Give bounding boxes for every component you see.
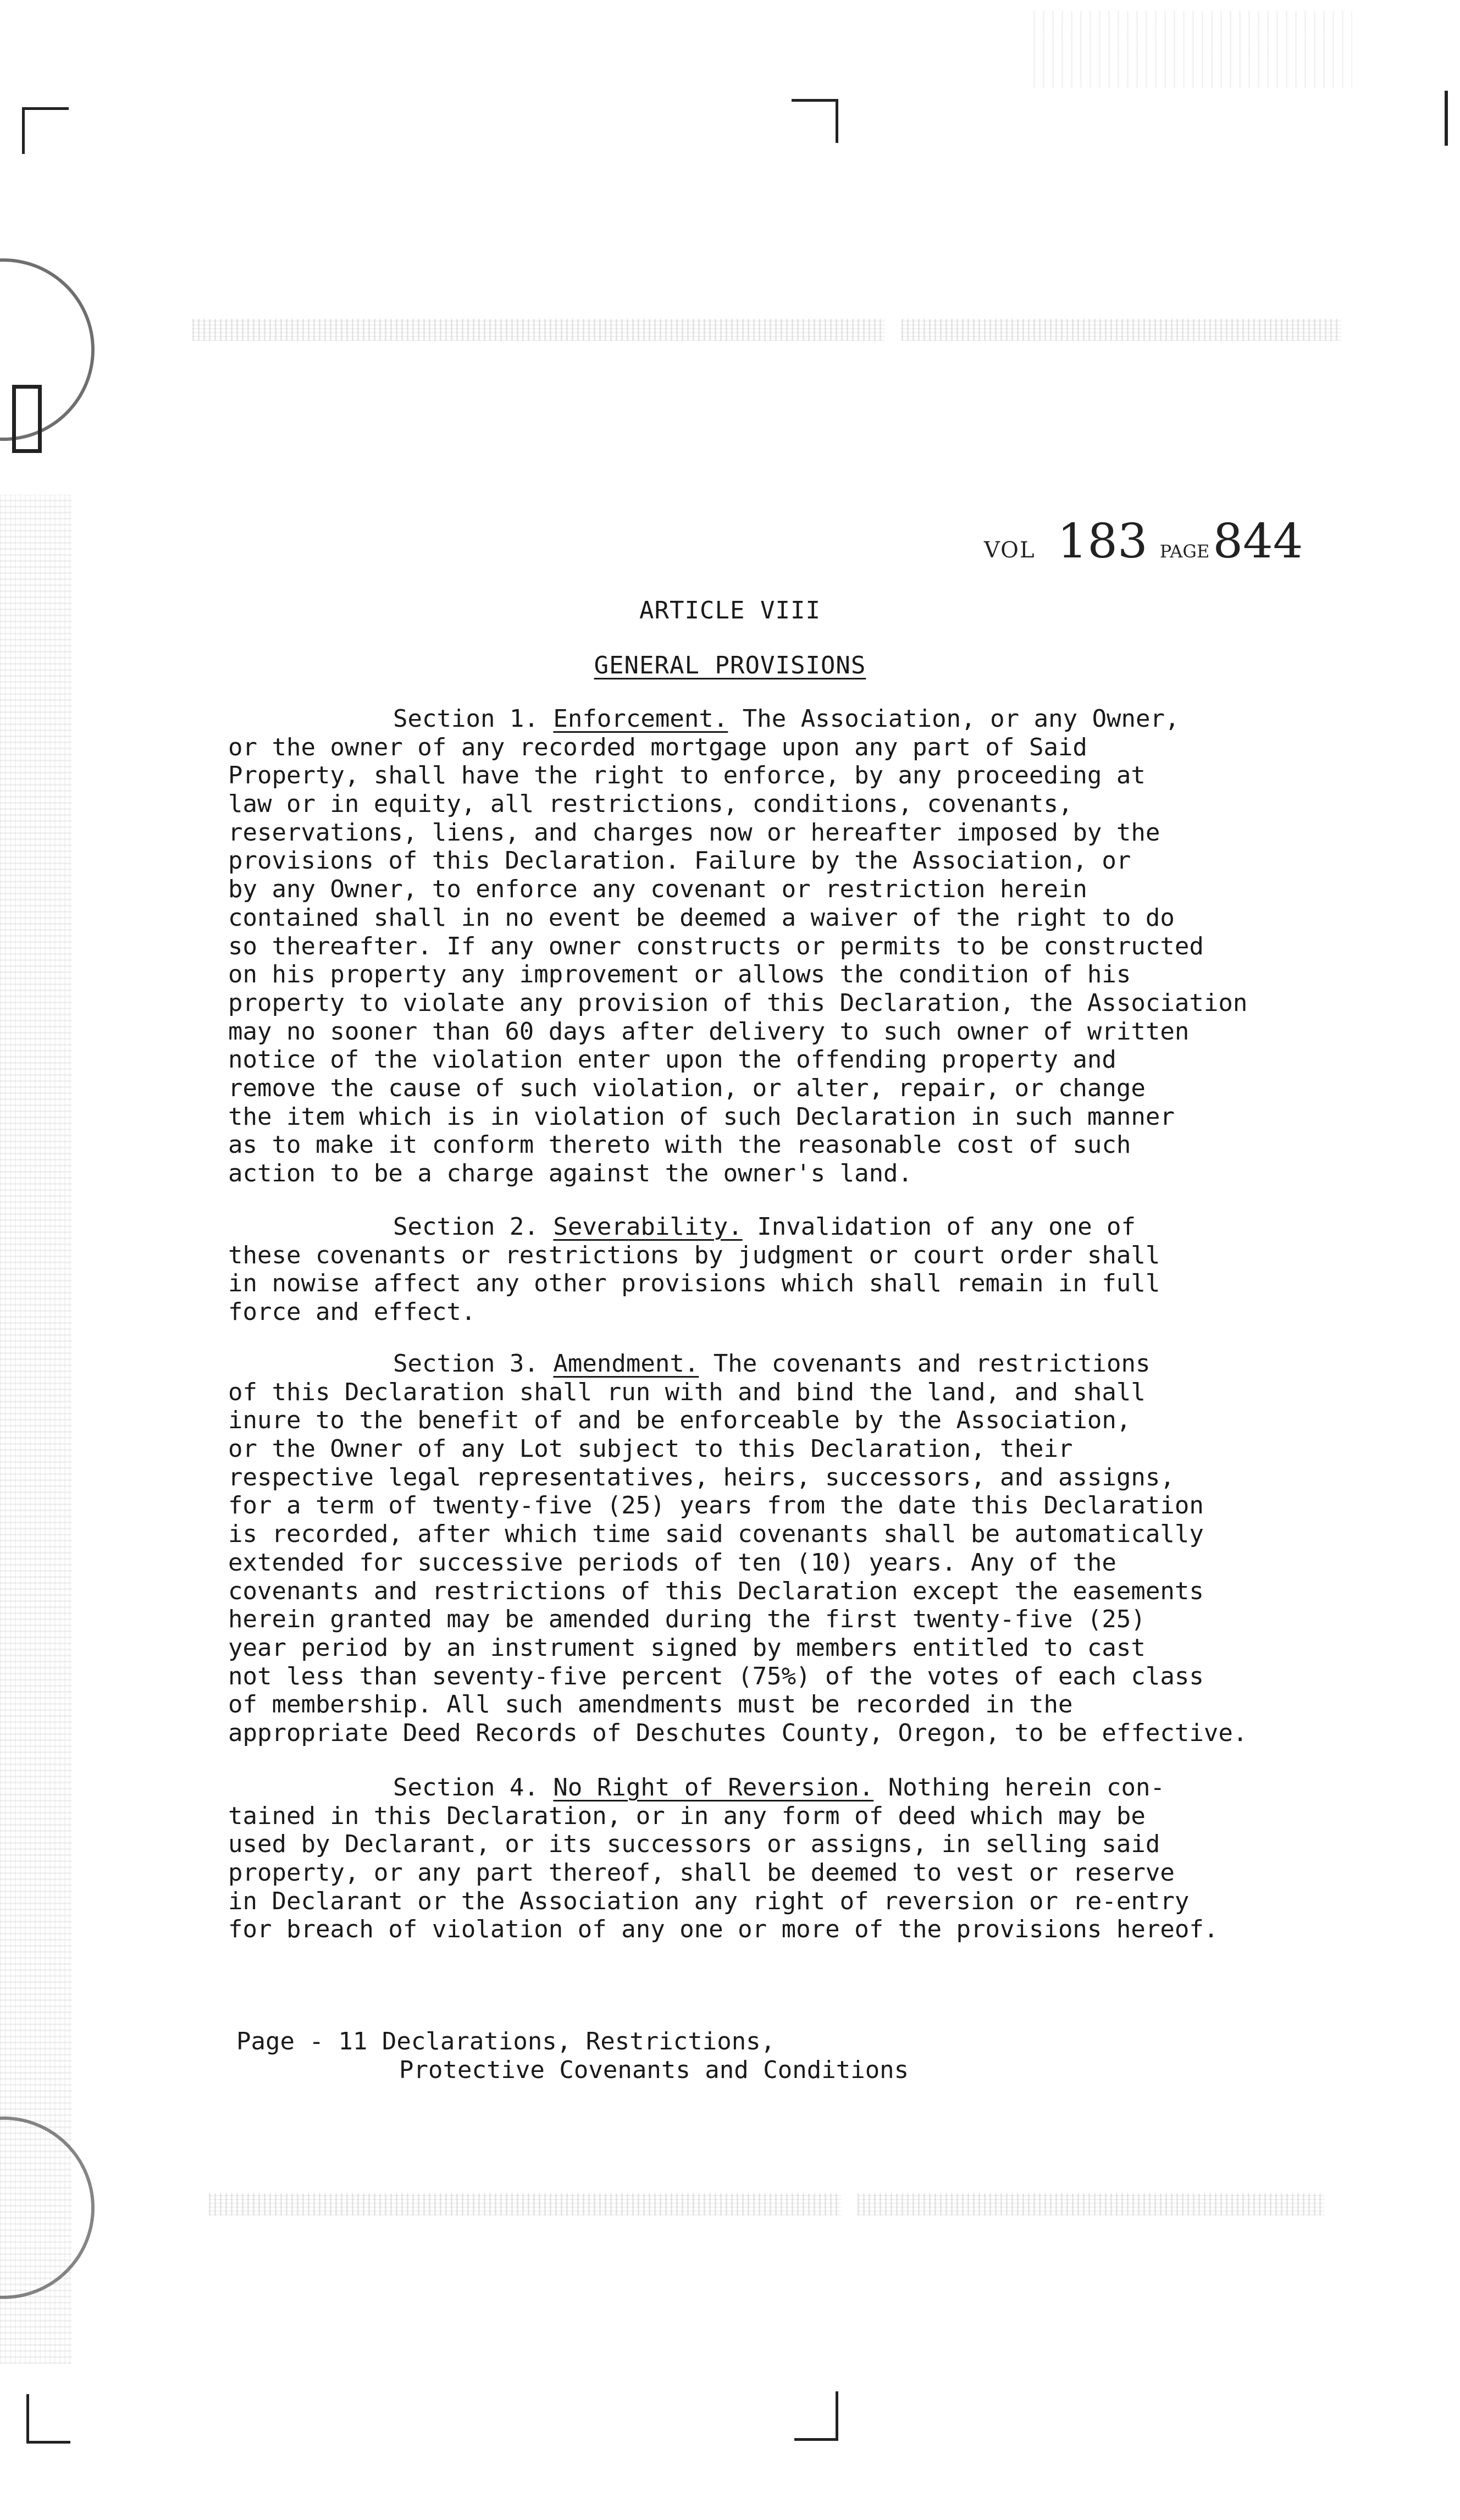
section-first-line bbox=[228, 1213, 1410, 1241]
section-first-line-text: Nothing herein con- bbox=[888, 1773, 1165, 1801]
section-line: inure to the benefit of and be enforceable by the Association, bbox=[228, 1406, 1131, 1435]
scan-noise-band bbox=[209, 2193, 841, 2215]
footer-line-1 bbox=[236, 2027, 909, 2056]
section-enforcement bbox=[228, 705, 1410, 1188]
volume-page-stamp bbox=[984, 514, 1315, 569]
vol-label: VOL bbox=[984, 538, 1036, 563]
section-line: for breach of violation of any one or more of the provisions hereof. bbox=[228, 1915, 1219, 1944]
section-line: property to violate any provision of this Declaration, the Association bbox=[228, 988, 1248, 1017]
section-line: notice of the violation enter upon the offending property and bbox=[228, 1046, 1116, 1074]
section-line: for a term of twenty-five (25) years from the date this Declaration bbox=[228, 1491, 1204, 1520]
article-subtitle-text: GENERAL PROVISIONS bbox=[594, 651, 866, 679]
section-line: so thereafter. If any owner constructs or permits to be constructed bbox=[228, 932, 1204, 960]
section-heading: Enforcement. bbox=[553, 705, 728, 733]
section-line: herein granted may be amended during the first twenty-five (25) bbox=[228, 1605, 1146, 1634]
article-subtitle bbox=[0, 651, 1460, 679]
section-line: of membership. All such amendments must be recorded in the bbox=[228, 1690, 1073, 1719]
section-line: provisions of this Declaration. Failure by the Association, or bbox=[228, 847, 1131, 875]
section-first-line-text: Invalidation of any one of bbox=[757, 1213, 1136, 1241]
section-first-line bbox=[228, 1350, 1410, 1378]
scan-noise-band bbox=[192, 319, 885, 341]
section-line: year period by an instrument signed by members entitled to cast bbox=[228, 1633, 1146, 1662]
section-line: by any Owner, to enforce any covenant or restriction herein bbox=[228, 875, 1087, 904]
section-line: force and effect. bbox=[228, 1298, 476, 1327]
section-first-line-text: The Association, or any Owner, bbox=[742, 705, 1180, 733]
section-line: appropriate Deed Records of Deschutes County, Oregon, to be effective. bbox=[228, 1718, 1248, 1747]
section-heading: Amendment. bbox=[553, 1350, 699, 1378]
section-line: not less than seventy-five percent (75%) of the votes of each class bbox=[228, 1662, 1204, 1690]
section-first-line bbox=[228, 705, 1410, 733]
page-number: 844 bbox=[1213, 514, 1303, 569]
section-number: Section 3. bbox=[393, 1350, 539, 1378]
binder-clip-mark bbox=[12, 385, 42, 453]
vol-number: 183 bbox=[1057, 514, 1148, 569]
section-line: respective legal representatives, heirs, successors, and assigns, bbox=[228, 1463, 1175, 1491]
section-line: tained in this Declaration, or in any form of deed which may be bbox=[228, 1801, 1146, 1830]
section-line: these covenants or restrictions by judgment or court order shall bbox=[228, 1241, 1160, 1269]
section-no-right-of-reversion bbox=[228, 1773, 1410, 1944]
section-line: reservations, liens, and charges now or hereafter imposed by the bbox=[228, 818, 1160, 847]
section-line: remove the cause of such violation, or alter, repair, or change bbox=[228, 1074, 1146, 1102]
section-number: Section 4. bbox=[393, 1773, 539, 1801]
section-number: Section 2. bbox=[393, 1213, 539, 1241]
footer-title-line-1: Declarations, Restrictions, bbox=[381, 2027, 776, 2055]
page-footer bbox=[236, 2027, 909, 2085]
scan-noise-band bbox=[902, 319, 1341, 341]
section-line: Property, shall have the right to enforce, by any proceeding at bbox=[228, 761, 1146, 790]
section-number: Section 1. bbox=[393, 705, 539, 733]
section-line: may no sooner than 60 days after delivery to such owner of written bbox=[228, 1017, 1190, 1046]
section-line: used by Declarant, or its successors or assigns, in selling said bbox=[228, 1830, 1160, 1859]
section-line: contained shall in no event be deemed a waiver of the right to do bbox=[228, 903, 1175, 932]
footer-page-number: Page - 11 bbox=[236, 2027, 368, 2055]
section-line: of this Declaration shall run with and bind the land, and shall bbox=[228, 1378, 1146, 1406]
section-first-line bbox=[228, 1773, 1410, 1802]
section-line: the item which is in violation of such Declaration in such manner bbox=[228, 1102, 1175, 1131]
section-heading: No Right of Reversion. bbox=[553, 1773, 874, 1801]
scan-edge-noise bbox=[0, 495, 71, 2364]
section-heading: Severability. bbox=[553, 1213, 743, 1241]
section-first-line-text: The covenants and restrictions bbox=[713, 1350, 1151, 1378]
section-line: extended for successive periods of ten (10) years. Any of the bbox=[228, 1548, 1116, 1577]
section-line: property, or any part thereof, shall be deemed to vest or reserve bbox=[228, 1859, 1175, 1887]
page-label: PAGE bbox=[1159, 541, 1210, 562]
scan-noise-patch bbox=[1033, 11, 1352, 88]
section-line: in nowise affect any other provisions which shall remain in full bbox=[228, 1269, 1160, 1298]
section-amendment bbox=[228, 1350, 1410, 1748]
footer-title-line-2: Protective Covenants and Conditions bbox=[399, 2056, 909, 2084]
section-line: as to make it conform thereto with the reasonable cost of such bbox=[228, 1131, 1131, 1159]
section-severability bbox=[228, 1213, 1410, 1327]
section-line: law or in equity, all restrictions, conditions, covenants, bbox=[228, 790, 1073, 819]
scan-noise-band bbox=[858, 2193, 1325, 2215]
section-line: or the Owner of any Lot subject to this Declaration, their bbox=[228, 1435, 1073, 1463]
article-title: ARTICLE VIII bbox=[639, 596, 821, 625]
section-line: or the owner of any recorded mortgage upon any part of Said bbox=[228, 733, 1087, 761]
binder-hole bbox=[0, 2116, 95, 2299]
section-line: covenants and restrictions of this Declaration except the easements bbox=[228, 1577, 1204, 1605]
section-line: on his property any improvement or allows the condition of his bbox=[228, 960, 1131, 989]
section-line: action to be a charge against the owner's land. bbox=[228, 1159, 913, 1187]
section-line: in Declarant or the Association any right of reversion or re-entry bbox=[228, 1887, 1190, 1915]
section-line: is recorded, after which time said covenants shall be automatically bbox=[228, 1520, 1204, 1549]
